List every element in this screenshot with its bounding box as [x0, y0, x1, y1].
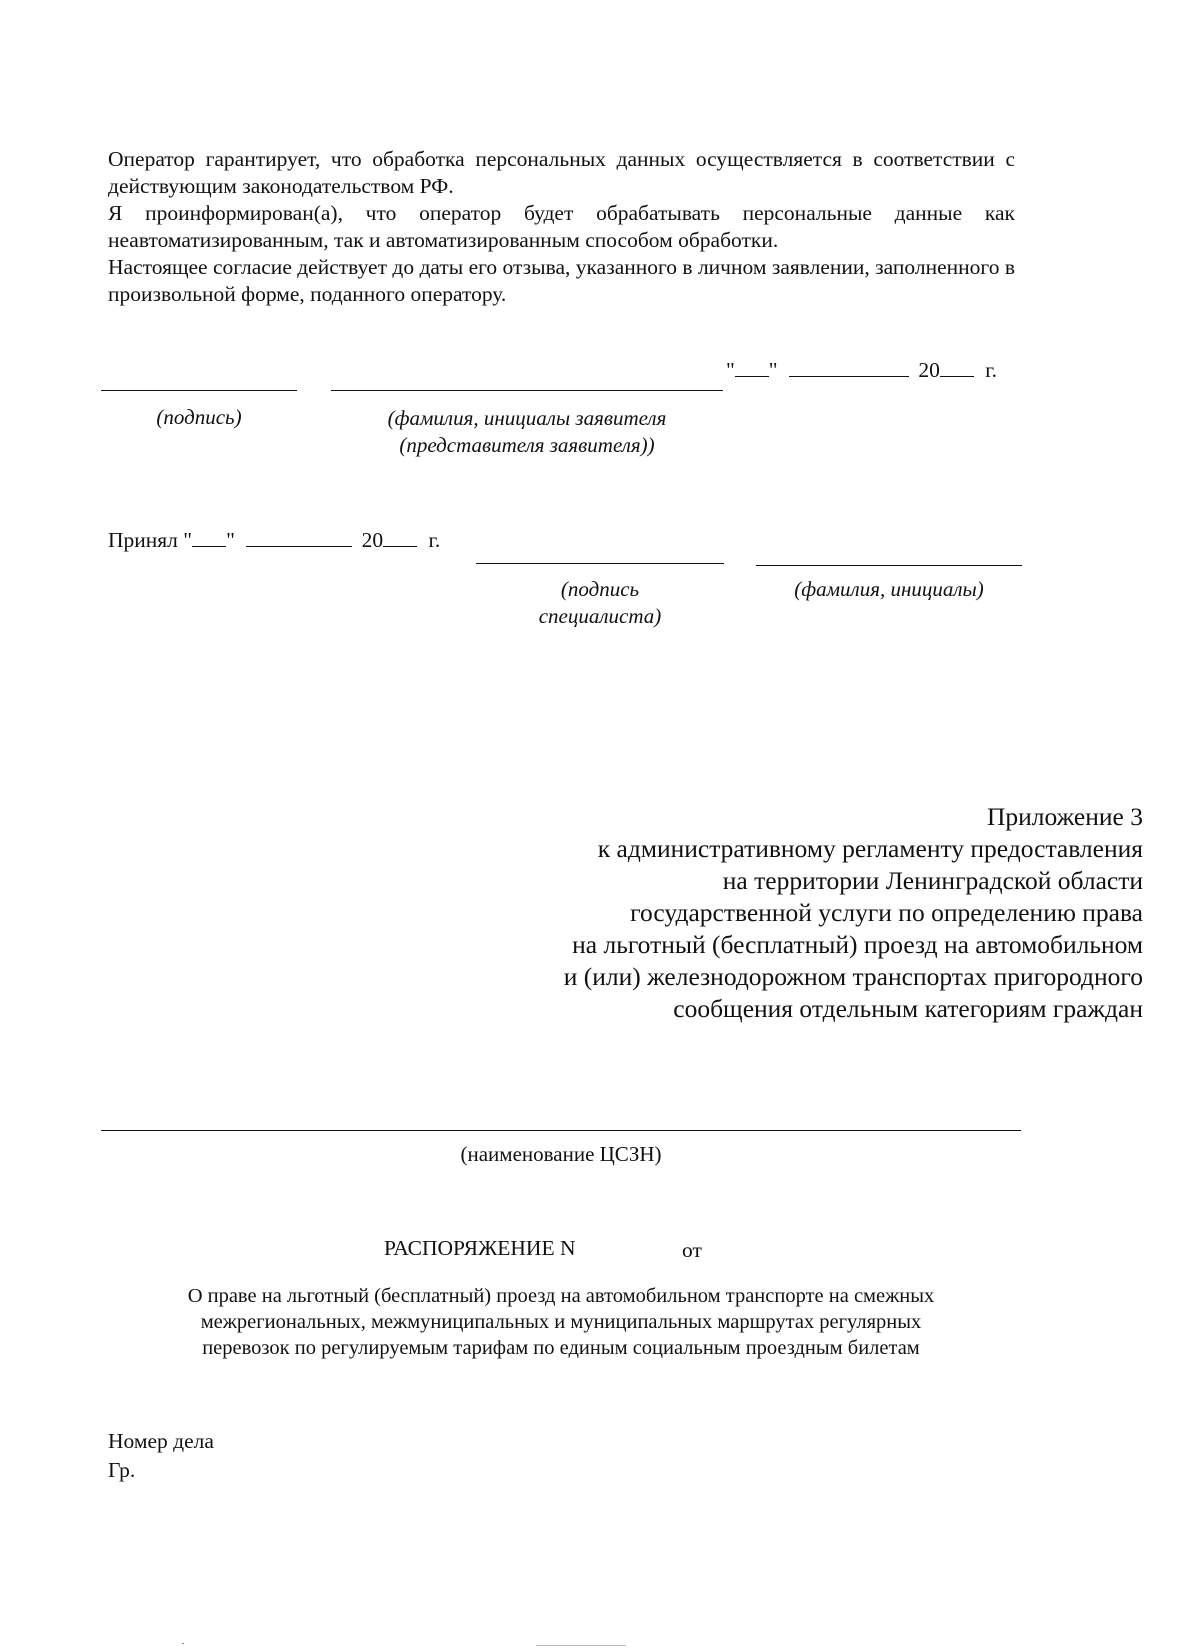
- date-year-blank[interactable]: [940, 356, 974, 377]
- accepted-year-suffix: г.: [428, 528, 441, 552]
- accepted-month-blank[interactable]: [246, 526, 352, 547]
- accepted-day-blank[interactable]: [192, 526, 226, 547]
- date-year-prefix: 20: [918, 358, 940, 382]
- accepted-prefix: Принял ": [108, 528, 193, 552]
- date-quote-open: ": [726, 358, 735, 382]
- citizen-label: Гр.: [108, 1458, 136, 1482]
- annex-line: и (или) железнодорожном транспортах пригородного: [563, 962, 1143, 991]
- annex-line: сообщения отдельным категориям граждан: [673, 994, 1143, 1023]
- date-month-blank[interactable]: [789, 356, 909, 377]
- accepted-year-blank[interactable]: [383, 526, 417, 547]
- case-number-label: Номер дела: [108, 1429, 214, 1453]
- specialist-signature-line[interactable]: [476, 563, 724, 564]
- specialist-signature-label-2: специалиста): [538, 604, 662, 628]
- applicant-signature-label: (подпись): [156, 405, 242, 429]
- order-from: от: [682, 1238, 702, 1262]
- accepted-year-prefix: 20: [361, 528, 384, 552]
- order-title: [100, 1283, 1022, 1361]
- consent-paragraph-2: Я проинформирован(а), что оператор будет обрабатывать персональные данные как неавтоматизированным, так и автоматизированным способом обработки.: [108, 201, 1015, 252]
- accepted-quote-close: ": [226, 528, 235, 552]
- applicant-name-label-1: (фамилия, инициалы заявителя: [387, 406, 667, 430]
- annex-line: Приложение 3: [987, 802, 1143, 831]
- applicant-date: [726, 356, 997, 383]
- date-year-suffix: г.: [985, 358, 997, 382]
- annex-line: к административному регламенту предоставления: [597, 834, 1143, 863]
- consent-paragraph-1: Оператор гарантирует, что обработка персональных данных осуществляется в соответствии с действующим законодательством РФ.: [108, 147, 1015, 198]
- applicant-name-label-2: (представителя заявителя)): [399, 433, 655, 457]
- order-title-line: О праве на льготный (бесплатный) проезд на автомобильном транспорте на смежных: [187, 1285, 935, 1307]
- applicant-signature-line[interactable]: [101, 390, 297, 391]
- date-day-blank[interactable]: [735, 356, 769, 377]
- org-name-line[interactable]: [101, 1130, 1021, 1131]
- annex-header: [564, 801, 1143, 1025]
- order-heading: РАСПОРЯЖЕНИЕ N: [384, 1236, 576, 1260]
- specialist-name-label: (фамилия, инициалы): [794, 577, 984, 601]
- applicant-name-line[interactable]: [331, 390, 723, 391]
- annex-line: на льготный (бесплатный) проезд на автомобильном: [572, 930, 1143, 959]
- consent-paragraph-3: Настоящее согласие действует до даты его отзыва, указанного в личном заявлении, заполненного в произвольной форме, поданного оператору.: [108, 255, 1015, 306]
- order-title-line: межрегиональных, межмуниципальных и муниципальных маршрутах регулярных: [200, 1311, 922, 1333]
- annex-line: государственной услуги по определению права: [630, 898, 1143, 927]
- order-title-line: перевозок по регулируемым тарифам по единым социальным проездным билетам: [202, 1337, 920, 1359]
- annex-line: на территории Ленинградской области: [722, 866, 1143, 895]
- org-name-label: (наименование ЦСЗН): [460, 1142, 662, 1166]
- scan-artifact: [536, 1645, 626, 1646]
- accepted-date: [108, 526, 440, 553]
- scan-artifact: [182, 1643, 184, 1644]
- specialist-name-line[interactable]: [756, 565, 1022, 566]
- date-quote-close: ": [768, 358, 778, 382]
- specialist-signature-label-1: (подпись: [560, 577, 640, 601]
